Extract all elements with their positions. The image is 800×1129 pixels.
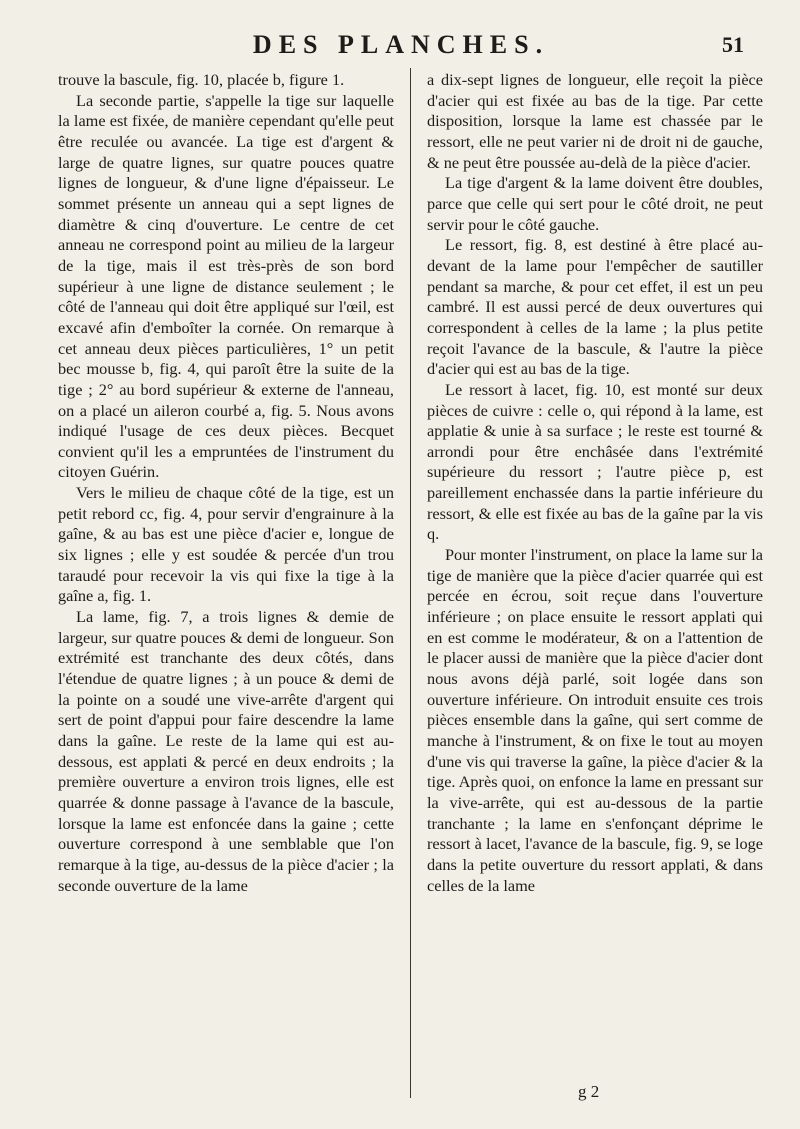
paragraph: a dix-sept lignes de longueur, elle reçoit la pièce d'acier qui est fixée au bas de la tige. Par cette disposition, lorsque la lame est chassée par le ressort, elle ne peut varier ni de droit ni de gauche, & ne peut être poussée au-delà de la pièce d'acier. (427, 70, 763, 172)
column-divider (410, 68, 411, 1098)
page-number: 51 (722, 32, 744, 57)
signature-mark: g 2 (578, 1082, 600, 1101)
paragraph: La lame, fig. 7, a trois lignes & demie de largeur, sur quatre pouces & demi de longueur. Son extrémité est tranchante des deux côtés, dans l'étendue de quatre lignes ; à un pouce & demi de la pointe on a soudé une vive-arrête d'argent qui sert de point d'appui pour faire descendre la lame dans la gaîne. Le reste de la lame qui est au-dessous, est applati & percé en deux endroits ; la première ouverture a environ trois lignes, elle est quarrée & donne passage à l'avance de la bascule, lorsque la lame est enfoncée dans la gaine ; cette ouverture correspond à une semblable que l'on remarque à la tige, au-dessus de la pièce d'acier ; la seconde ouverture de la lame (58, 607, 394, 895)
paragraph: Pour monter l'instrument, on place la lame sur la tige de manière que la pièce d'acier quarrée qui est percée en écrou, soit reçue dans l'ouverture inférieure ; on place ensuite le ressort applati qui en est comme le modérateur, & on a l'attention de le placer aussi de manière que la pièce d'acier dont nous avons déjà parlé, soit logée dans son ouverture inférieure. On introduit ensuite ces trois pièces ensemble dans la gaîne, qui sert comme de manche à l'instrument, & on fixe le tout au moyen d'une vis qui traverse la gaîne, la pièce d'acier & la tige. Après quoi, on enfonce la lame en pressant sur la vive-arrête, qui est au-dessous de la partie tranchante ; la lame en s'enfonçant déprime le ressort à lacet, l'avance de la bascule, fig. 9, se loge dans la petite ouverture du ressort applati, & dans celles de la lame (427, 545, 763, 895)
running-title: DES PLANCHES. (252, 30, 550, 59)
running-head (52, 30, 750, 64)
paragraph: La tige d'argent & la lame doivent être doubles, parce que celle qui sert pour le côté droit, ne peut servir pour le côté gauche. (427, 173, 763, 234)
paragraph: Le ressort, fig. 8, est destiné à être placé au-devant de la lame pour l'empêcher de sautiller pendant sa marche, & pour cet effet, il est un peu cambré. Il est aussi percé de deux ouvertures qui correspondent à celles de la lame ; la plus petite reçoit l'avance de la bascule, & l'autre la pièce d'acier qui est au bas de la tige. (427, 235, 763, 379)
paragraph: Vers le milieu de chaque côté de la tige, est un petit rebord cc, fig. 4, pour servir d'engrainure à la gaîne, & au bas est une pièce d'acier e, longue de six lignes ; elle y est soudée & percée d'un trou taraudé pour recevoir la vis qui fixe la tige à la gaîne a, fig. 1. (58, 483, 394, 606)
right-column (427, 70, 763, 896)
paragraph: Le ressort à lacet, fig. 10, est monté sur deux pièces de cuivre : celle o, qui répond à la lame, est applatie & unie à sa surface ; le reste est tourné & arrondi pour être enchâsée dans l'extrémité supérieure du ressort ; l'autre pièce p, est pareillement enchassée dans la partie inférieure du ressort, & elle est fixée au bas de la gaîne par la vis q. (427, 379, 763, 544)
paragraph: La seconde partie, s'appelle la tige sur laquelle la lame est fixée, de manière cependant qu'elle peut être reculée ou avancée. La tige est d'argent & large de quatre lignes, sur quatre pouces quatre lignes de longueur, & d'une ligne d'épaisseur. Le sommet présente un anneau qui a sept lignes de diamètre & cinq d'ouverture. Le centre de cet anneau ne correspond point au milieu de la largeur de la tige, mais il est très-près de son bord supérieur à une ligne de distance seulement ; le côté de l'anneau qui doit être appliqué sur l'œil, est excavé afin d'emboîter la cornée. On remarque à cet anneau deux pièces particulières, 1° un petit bec mousse b, fig. 4, qui paroît être la suite de la tige ; 2° au bord supérieur & externe de l'anneau, on a placé un aileron courbé a, fig. 5. Nous avons indiqué l'usage de ces deux pièces. Becquet convient qu'il les a empruntées de l'instrument du citoyen Guérin. (58, 90, 394, 482)
left-column (58, 70, 394, 896)
paragraph: trouve la bascule, fig. 10, placée b, figure 1. (58, 70, 345, 89)
